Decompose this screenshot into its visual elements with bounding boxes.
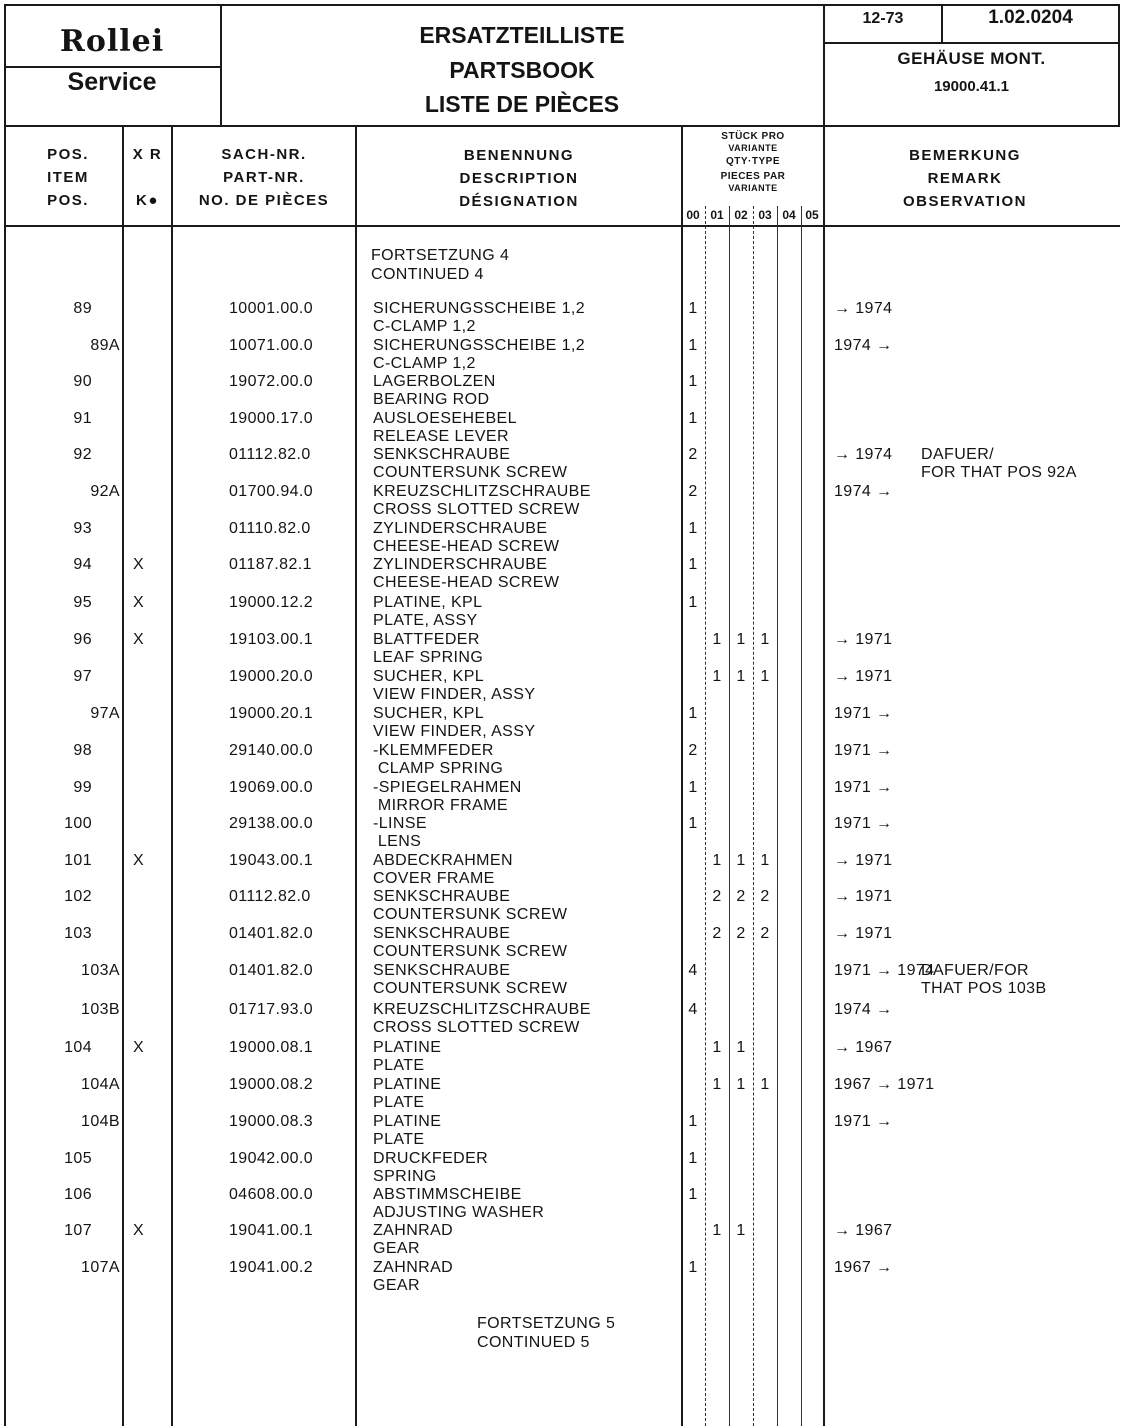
description-de: PLATINE — [373, 1039, 442, 1056]
qty-00: 1 — [688, 556, 698, 573]
pos-number: 91 — [73, 410, 92, 427]
xr-mark: X — [133, 594, 145, 611]
docno-divider — [823, 42, 1120, 44]
continued-from-en: CONTINUED 4 — [371, 266, 484, 283]
pos-number: 104B — [81, 1113, 120, 1130]
pos-number: 103B — [81, 1001, 120, 1018]
pos-number: 101 — [64, 852, 92, 869]
col-header-xr — [124, 143, 171, 212]
table-row — [0, 1150, 1124, 1187]
description-de: SENKSCHRAUBE — [373, 888, 511, 905]
description-de: SICHERUNGSSCHEIBE 1,2 — [373, 337, 586, 354]
part-number: 19000.12.2 — [229, 594, 314, 611]
description-en: PLATE — [373, 1057, 425, 1074]
brand-logo: Rollei — [59, 24, 165, 59]
table-row — [0, 742, 1124, 779]
col-header-desc-fr: DÉSIGNATION — [459, 193, 579, 210]
remark-text: → 1974 — [834, 446, 893, 463]
table-row — [0, 962, 1124, 999]
continued-from — [371, 246, 509, 284]
qty-00: 2 — [688, 446, 698, 463]
table-row — [0, 483, 1124, 520]
description-de: BLATTFEDER — [373, 631, 480, 648]
qty-00: 1 — [688, 520, 698, 537]
col-header-pos-en: ITEM — [47, 169, 89, 186]
table-row — [0, 852, 1124, 889]
remark-text: 1971 → — [834, 742, 893, 759]
pos-number: 102 — [64, 888, 92, 905]
variant-00: 00 — [686, 208, 700, 222]
table-row — [0, 815, 1124, 852]
part-number: 04608.00.0 — [229, 1186, 314, 1203]
remark-text: → 1971 — [834, 668, 893, 685]
part-number: 19000.20.1 — [229, 705, 314, 722]
part-number: 19041.00.1 — [229, 1222, 314, 1239]
qty-00: 1 — [688, 815, 698, 832]
col-header-remark-en: REMARK — [927, 170, 1003, 187]
remark-text: → 1971 — [834, 888, 893, 905]
description-de: ZAHNRAD — [373, 1259, 454, 1276]
qty-00: 2 — [688, 483, 698, 500]
description-en: PLATE — [373, 1094, 425, 1111]
table-row — [0, 300, 1124, 337]
description-de: DRUCKFEDER — [373, 1150, 489, 1167]
variant-05: 05 — [805, 208, 819, 222]
pos-number: 107A — [81, 1259, 120, 1276]
qty-00: 4 — [688, 1001, 698, 1018]
description-en: CLAMP SPRING — [373, 760, 504, 777]
table-row — [0, 925, 1124, 962]
xr-mark: X — [133, 631, 145, 648]
qty-02: 1 — [736, 668, 746, 685]
table-row — [0, 668, 1124, 705]
description-de: LAGERBOLZEN — [373, 373, 496, 390]
part-number: 19000.20.0 — [229, 668, 314, 685]
xr-mark: X — [133, 1039, 145, 1056]
col-header-xr-bottom: K● — [136, 192, 159, 209]
description-de: -SPIEGELRAHMEN — [373, 779, 522, 796]
part-number: 19042.00.0 — [229, 1150, 314, 1167]
col-header-pos-de: POS. — [47, 146, 89, 163]
part-number: 19000.17.0 — [229, 410, 314, 427]
title-en: PARTSBOOK — [449, 57, 595, 83]
table-row — [0, 1186, 1124, 1223]
qty-00: 1 — [688, 705, 698, 722]
xr-mark: X — [133, 556, 145, 573]
table-row — [0, 410, 1124, 447]
part-number: 19103.00.1 — [229, 631, 314, 648]
variant-labels — [681, 208, 823, 224]
part-number: 01112.82.0 — [229, 888, 311, 905]
qty-00: 1 — [688, 410, 698, 427]
col-header-part — [173, 143, 355, 212]
remark-text: 1971 → — [834, 815, 893, 832]
table-row — [0, 373, 1124, 410]
qty-03: 2 — [760, 888, 770, 905]
qty-03: 2 — [760, 925, 770, 942]
remark-text: → 1967 — [834, 1222, 893, 1239]
table-row — [0, 1039, 1124, 1076]
description-de: SICHERUNGSSCHEIBE 1,2 — [373, 300, 586, 317]
doc-number: 1.02.0204 — [988, 7, 1073, 28]
table-row — [0, 594, 1124, 631]
col-header-remark-de: BEMERKUNG — [909, 147, 1021, 164]
description-en: COUNTERSUNK SCREW — [373, 464, 568, 481]
pos-number: 90 — [73, 373, 92, 390]
qty-02: 1 — [736, 631, 746, 648]
description-de: ABSTIMMSCHEIBE — [373, 1186, 522, 1203]
qty-02: 2 — [736, 925, 746, 942]
qty-00: 1 — [688, 779, 698, 796]
description-en: PLATE — [373, 1131, 425, 1148]
description-de: PLATINE — [373, 1113, 442, 1130]
table-row — [0, 888, 1124, 925]
continued-to-de: FORTSETZUNG 5 — [477, 1315, 616, 1332]
qty-01: 1 — [712, 1039, 722, 1056]
qty-01: 1 — [712, 1076, 722, 1093]
part-number: 19000.08.1 — [229, 1039, 314, 1056]
col-header-xr-mid — [124, 166, 171, 189]
remark-text: 1971 → — [834, 705, 893, 722]
description-en: C-CLAMP 1,2 — [373, 355, 476, 372]
remark-text: → 1967 — [834, 1039, 893, 1056]
description-de: SUCHER, KPL — [373, 668, 485, 685]
pos-number: 93 — [73, 520, 92, 537]
remark-text: → 1974 — [834, 300, 893, 317]
pos-number: 98 — [73, 742, 92, 759]
col-header-xr-top: X R — [132, 146, 163, 163]
part-number: 19043.00.1 — [229, 852, 314, 869]
description-de: PLATINE, KPL — [373, 594, 483, 611]
description-en: C-CLAMP 1,2 — [373, 318, 476, 335]
qty-02: 1 — [736, 852, 746, 869]
description-en: VIEW FINDER, ASSY — [373, 686, 536, 703]
table-row — [0, 1113, 1124, 1150]
table-row — [0, 446, 1124, 483]
assembly-name: GEHÄUSE MONT. — [897, 49, 1046, 68]
pos-number: 92 — [73, 446, 92, 463]
qty-03: 1 — [760, 631, 770, 648]
table-row — [0, 556, 1124, 593]
remark-text: → 1971 — [834, 925, 893, 942]
part-number: 01700.94.0 — [229, 483, 314, 500]
description-de: KREUZSCHLITZSCHRAUBE — [373, 1001, 591, 1018]
part-number: 29140.00.0 — [229, 742, 314, 759]
description-de: SUCHER, KPL — [373, 705, 485, 722]
pos-number: 89 — [73, 300, 92, 317]
part-number: 01187.82.1 — [229, 556, 312, 573]
qty-00: 1 — [688, 1150, 698, 1167]
qty-01: 2 — [712, 925, 722, 942]
remark-text: 1971 → — [834, 1113, 893, 1130]
qty-00: 1 — [688, 300, 698, 317]
service-label: Service — [67, 68, 157, 96]
part-number: 29138.00.0 — [229, 815, 314, 832]
remark-text: 1967 → 1971 — [834, 1076, 935, 1093]
qty-00: 1 — [688, 337, 698, 354]
description-de: KREUZSCHLITZSCHRAUBE — [373, 483, 591, 500]
col-header-part-fr: NO. DE PIÈCES — [198, 192, 330, 209]
pos-number: 97 — [73, 668, 92, 685]
description-de: PLATINE — [373, 1076, 442, 1093]
qty-00: 1 — [688, 1259, 698, 1276]
qty-00: 1 — [688, 594, 698, 611]
remark-text: 1971 → — [834, 779, 893, 796]
qty-02: 2 — [736, 888, 746, 905]
description-en: PLATE, ASSY — [373, 612, 478, 629]
qty-00: 2 — [688, 742, 698, 759]
remark-text: 1974 → — [834, 483, 893, 500]
qty-header-line1: STÜCK PRO — [721, 131, 785, 142]
part-number: 19041.00.2 — [229, 1259, 314, 1276]
top-border — [4, 4, 1120, 6]
col-header-qty — [683, 131, 823, 193]
description-de: -LINSE — [373, 815, 427, 832]
col-header-remark — [825, 144, 1105, 213]
part-number: 19000.08.3 — [229, 1113, 314, 1130]
pos-number: 106 — [64, 1186, 92, 1203]
table-row — [0, 705, 1124, 742]
qty-01: 2 — [712, 888, 722, 905]
pos-number: 104A — [81, 1076, 120, 1093]
table-row — [0, 520, 1124, 557]
col-header-pos — [14, 143, 122, 212]
variant-01: 01 — [710, 208, 724, 222]
remark-text: 1974 → — [834, 337, 893, 354]
col-header-part-en: PART-NR. — [223, 169, 305, 186]
col-header-description — [357, 144, 681, 213]
qty-02: 1 — [736, 1222, 746, 1239]
description-en: CHEESE-HEAD SCREW — [373, 574, 560, 591]
continued-to-en: CONTINUED 5 — [477, 1334, 590, 1351]
description-de: -KLEMMFEDER — [373, 742, 494, 759]
remark-text: 1967 → — [834, 1259, 893, 1276]
col-header-desc-de: BENENNUNG — [463, 147, 575, 164]
description-en: MIRROR FRAME — [373, 797, 508, 814]
part-number: 10071.00.0 — [229, 337, 314, 354]
part-number: 01401.82.0 — [229, 962, 314, 979]
description-de: ZYLINDERSCHRAUBE — [373, 520, 548, 537]
table-row — [0, 631, 1124, 668]
qty-00: 4 — [688, 962, 698, 979]
description-en: VIEW FINDER, ASSY — [373, 723, 536, 740]
pos-number: 99 — [73, 779, 92, 796]
description-en: CROSS SLOTTED SCREW — [373, 1019, 580, 1036]
qty-03: 1 — [760, 852, 770, 869]
qty-00: 1 — [688, 373, 698, 390]
remark-text: → 1971 — [834, 852, 893, 869]
pos-number: 103A — [81, 962, 120, 979]
title-de: ERSATZTEILLISTE — [419, 22, 625, 48]
table-row — [0, 1222, 1124, 1259]
xr-mark: X — [133, 1222, 145, 1239]
date-code: 12-73 — [862, 10, 904, 27]
description-de: ABDECKRAHMEN — [373, 852, 513, 869]
qty-01: 1 — [712, 668, 722, 685]
table-row — [0, 1259, 1124, 1296]
part-number: 01717.93.0 — [229, 1001, 314, 1018]
title-fr: LISTE DE PIÈCES — [424, 91, 620, 117]
table-row — [0, 779, 1124, 816]
pos-number: 103 — [64, 925, 92, 942]
description-en: COUNTERSUNK SCREW — [373, 980, 568, 997]
pos-number: 95 — [73, 594, 92, 611]
col-header-desc-en: DESCRIPTION — [459, 170, 579, 187]
remark-text: 1971 → 1974 — [834, 962, 935, 979]
description-en: COUNTERSUNK SCREW — [373, 906, 568, 923]
description-de: SENKSCHRAUBE — [373, 925, 511, 942]
variant-03: 03 — [758, 208, 772, 222]
qty-02: 1 — [736, 1076, 746, 1093]
qty-03: 1 — [760, 668, 770, 685]
description-en: CHEESE-HEAD SCREW — [373, 538, 560, 555]
description-en: RELEASE LEVER — [373, 428, 509, 445]
table-row — [0, 337, 1124, 374]
pos-number: 96 — [73, 631, 92, 648]
qty-01: 1 — [712, 631, 722, 648]
part-number: 01112.82.0 — [229, 446, 311, 463]
qty-01: 1 — [712, 852, 722, 869]
qty-header-line5: VARIANTE — [728, 183, 778, 193]
col-header-part-de: SACH-NR. — [221, 146, 307, 163]
part-number: 19069.00.0 — [229, 779, 314, 796]
qty-00: 1 — [688, 1113, 698, 1130]
remark-text: → 1971 — [834, 631, 893, 648]
table-row — [0, 1076, 1124, 1113]
pos-number: 100 — [64, 815, 92, 832]
remark-note: DAFUER/ FOR THAT POS 92A — [921, 446, 1077, 481]
description-en: BEARING ROD — [373, 391, 490, 408]
table-row — [0, 1001, 1124, 1038]
continued-from-de: FORTSETZUNG 4 — [371, 247, 510, 264]
qty-03: 1 — [760, 1076, 770, 1093]
description-en: ADJUSTING WASHER — [373, 1204, 545, 1221]
description-en: SPRING — [373, 1168, 437, 1185]
pos-number: 92A — [90, 483, 120, 500]
qty-01: 1 — [712, 1222, 722, 1239]
description-de: SENKSCHRAUBE — [373, 962, 511, 979]
remark-note: DAFUER/FOR THAT POS 103B — [921, 962, 1047, 997]
xr-mark: X — [133, 852, 145, 869]
assembly-number: 19000.41.1 — [933, 78, 1010, 95]
pos-number: 94 — [73, 556, 92, 573]
pos-number: 89A — [90, 337, 120, 354]
right-border — [1118, 4, 1120, 126]
qty-00: 1 — [688, 1186, 698, 1203]
pos-number: 104 — [64, 1039, 92, 1056]
col-header-remark-fr: OBSERVATION — [902, 193, 1027, 210]
description-en: COVER FRAME — [373, 870, 495, 887]
part-number: 01110.82.0 — [229, 520, 311, 537]
description-en: CROSS SLOTTED SCREW — [373, 501, 580, 518]
col-header-pos-fr: POS. — [47, 192, 89, 209]
qty-header-line2: VARIANTE — [728, 143, 778, 153]
continued-to — [477, 1314, 615, 1352]
description-de: ZYLINDERSCHRAUBE — [373, 556, 548, 573]
qty-02: 1 — [736, 1039, 746, 1056]
variant-04: 04 — [782, 208, 796, 222]
description-en: GEAR — [373, 1240, 420, 1257]
part-number: 01401.82.0 — [229, 925, 314, 942]
description-de: ZAHNRAD — [373, 1222, 454, 1239]
part-number: 19000.08.2 — [229, 1076, 314, 1093]
pos-number: 107 — [64, 1222, 92, 1239]
variant-02: 02 — [734, 208, 748, 222]
description-de: AUSLOESEHEBEL — [373, 410, 517, 427]
description-en: GEAR — [373, 1277, 420, 1294]
description-en: LEAF SPRING — [373, 649, 484, 666]
description-en: COUNTERSUNK SCREW — [373, 943, 568, 960]
qty-header-line3: QTY·TYPE — [725, 156, 780, 167]
part-number: 19072.00.0 — [229, 373, 314, 390]
remark-text: 1974 → — [834, 1001, 893, 1018]
description-en: LENS — [373, 833, 422, 850]
pos-number: 105 — [64, 1150, 92, 1167]
qty-header-line4: PIECES PAR — [720, 171, 786, 182]
part-number: 10001.00.0 — [229, 300, 314, 317]
pos-number: 97A — [90, 705, 120, 722]
description-de: SENKSCHRAUBE — [373, 446, 511, 463]
